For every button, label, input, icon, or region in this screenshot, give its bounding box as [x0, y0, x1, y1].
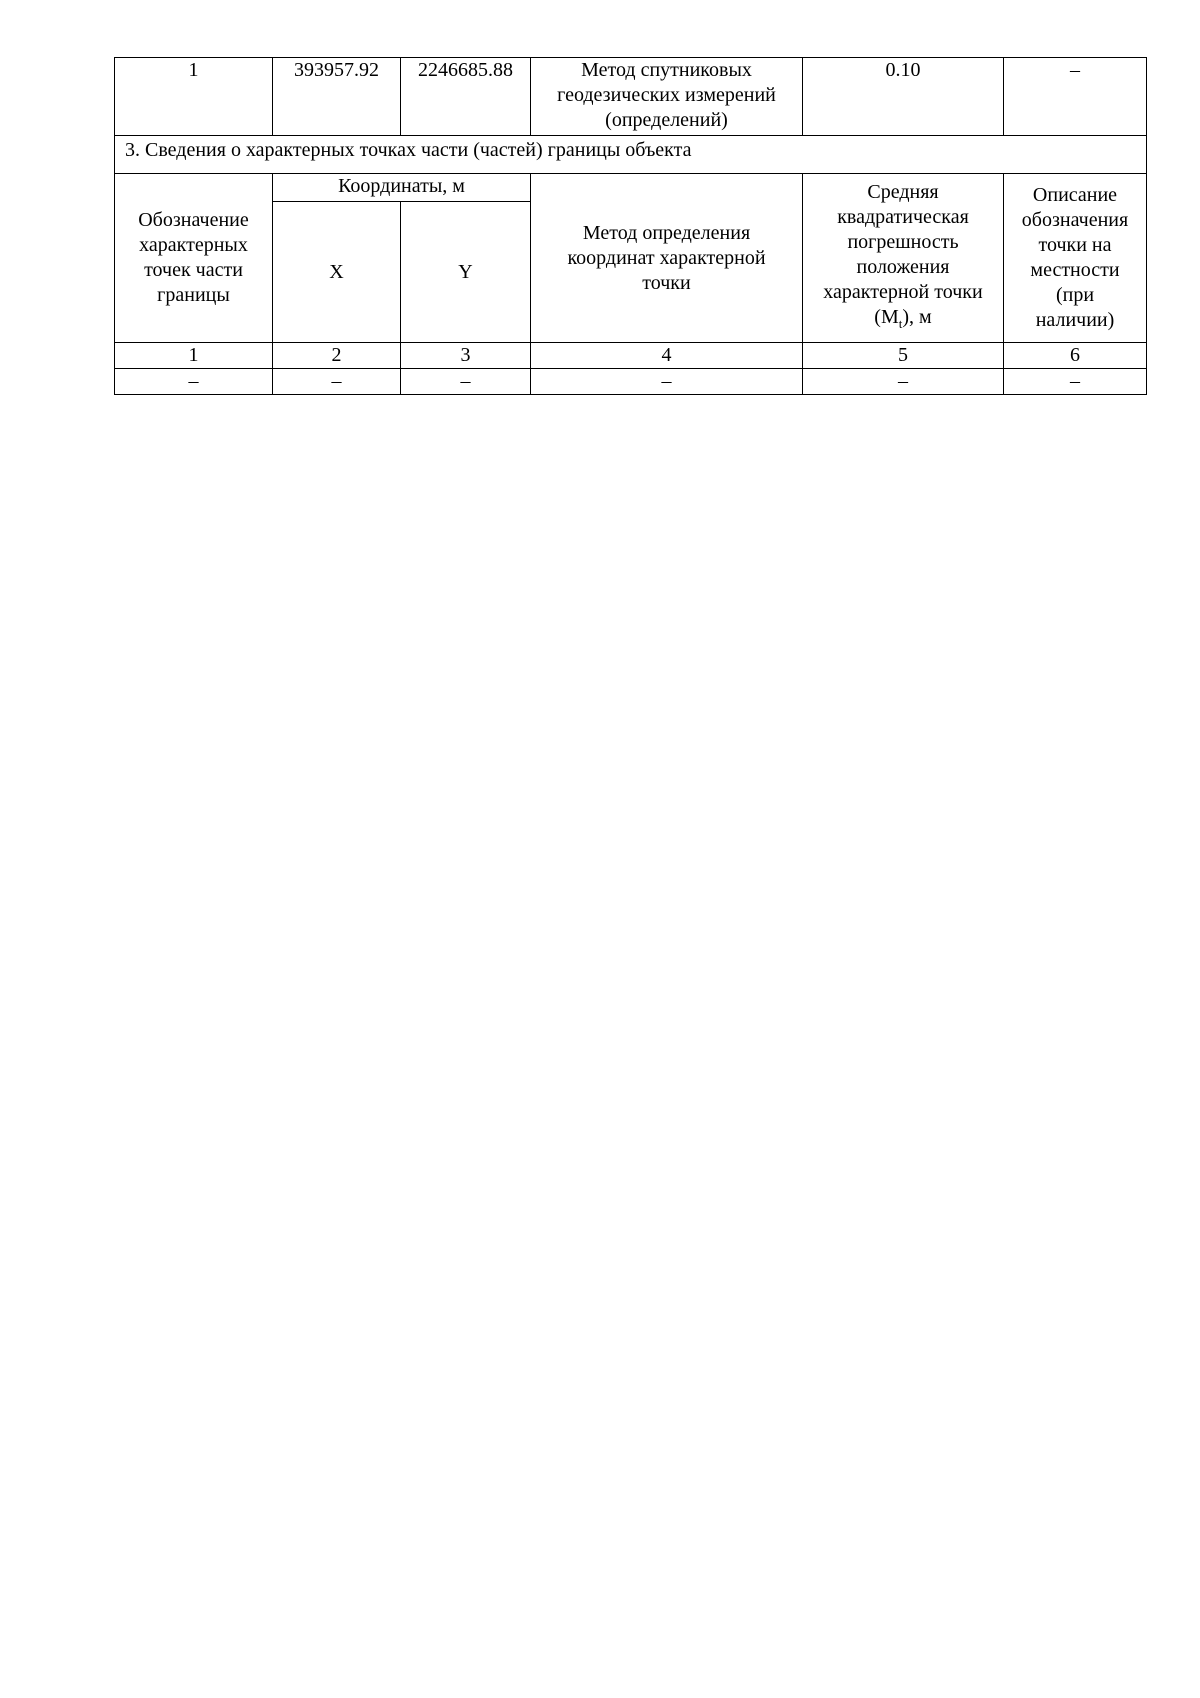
column-number: 2 — [273, 343, 401, 369]
header-point: Обозначение характерных точек части границы — [115, 174, 273, 343]
prev-section-row — [115, 58, 1147, 136]
table-cell: – — [531, 369, 803, 395]
header-accuracy-text: Средняя квадратическая погрешность положения характерной точки (M — [823, 181, 983, 328]
header-accuracy-unit: ), м — [902, 306, 932, 328]
prev-accuracy-cell: 0.10 — [803, 58, 1004, 136]
column-number: 6 — [1004, 343, 1147, 369]
column-number: 4 — [531, 343, 803, 369]
table-cell: – — [803, 369, 1004, 395]
column-numbers-row — [115, 343, 1147, 369]
prev-x-cell: 393957.92 — [273, 58, 401, 136]
table-cell: – — [1004, 369, 1147, 395]
header-coordinates: Координаты, м — [273, 174, 531, 202]
section3-title-row — [115, 136, 1147, 174]
column-number: 5 — [803, 343, 1004, 369]
header-row — [115, 174, 1147, 202]
header-accuracy — [803, 174, 1004, 343]
section3-title: 3. Сведения о характерных точках части (частей) границы объекта — [115, 136, 1147, 174]
header-accuracy-subscript: t — [898, 316, 903, 331]
header-x: X — [273, 202, 401, 343]
column-number: 3 — [401, 343, 531, 369]
prev-point-cell: 1 — [115, 58, 273, 136]
table-cell: – — [401, 369, 531, 395]
header-description: Описание обозначения точки на местности (при наличии) — [1004, 174, 1147, 343]
table-cell: – — [273, 369, 401, 395]
table-cell: – — [115, 369, 273, 395]
prev-method-cell: Метод спутниковых геодезических измерений (определений) — [531, 58, 803, 136]
header-method: Метод определения координат характерной точки — [531, 174, 803, 343]
table-row — [115, 369, 1147, 395]
column-number: 1 — [115, 343, 273, 369]
points-table — [114, 57, 1147, 395]
prev-description-cell: – — [1004, 58, 1147, 136]
header-y: Y — [401, 202, 531, 343]
prev-y-cell: 2246685.88 — [401, 58, 531, 136]
document-page — [114, 57, 1146, 395]
